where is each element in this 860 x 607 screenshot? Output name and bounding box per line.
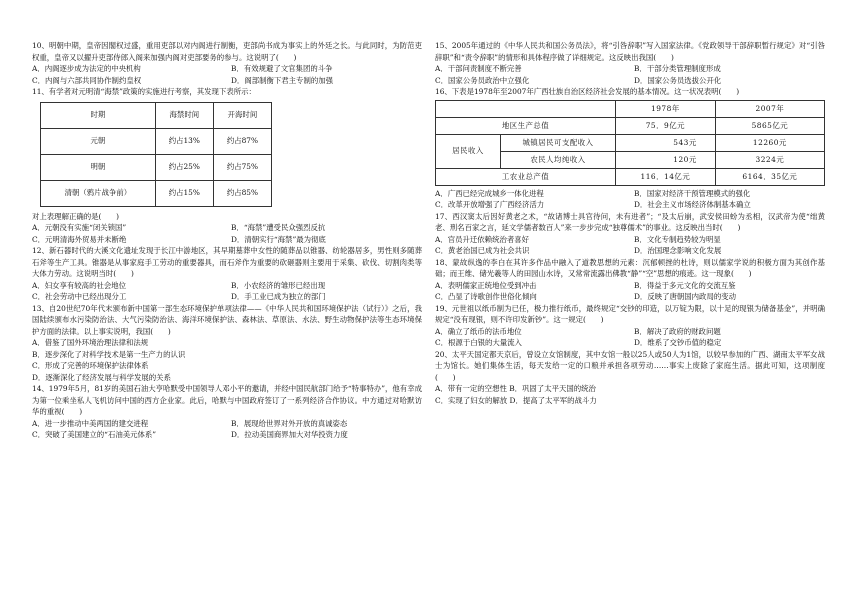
q16-option-b[interactable]: B．国家对经济干预管理模式的强化 [634,188,751,198]
q14-option-d[interactable]: D．拉动美国商界加大对华投资力度 [231,430,348,439]
guangxi-table [435,100,825,186]
q10-option-d[interactable]: D．阁部制衡下君主专制的加强 [231,75,334,85]
q18-option-c[interactable]: C．凸显了诗歌创作世俗化倾向 [435,292,537,301]
q12-option-b[interactable]: B．小农经济的雏形已经出现 [231,280,326,290]
question-12 [32,245,422,303]
table-cell: 约占85% [213,180,271,206]
table-cell: 约占75% [213,154,271,180]
q15-option-c[interactable]: C．国家公务员政治中立强化 [435,75,530,85]
haijin-table [40,102,272,207]
q12-option-d[interactable]: D．手工业已成为独立的部门 [231,292,326,301]
q11-option-c[interactable]: C．元明清海外贸易并未断绝 [32,234,127,244]
table-row [436,100,825,117]
q13-option-d[interactable]: D．逐渐深化了经济发展与科学发展的关系 [32,372,171,382]
table-row [41,180,272,206]
right-column [435,40,825,406]
table-cell: 地区生产总值 [436,117,616,134]
table-cell: 约占87% [213,128,271,154]
table-cell: 12260元 [715,134,824,151]
q20-option-ab[interactable]: A．带有一定的空想性 B．巩固了太平天国的统治 [435,384,596,393]
table-header: 时期 [41,102,156,128]
q16-option-d[interactable]: D．社会主义市场经济体制基本确立 [634,200,751,209]
table-cell: 约占13% [155,128,213,154]
q15-option-d[interactable]: D．国家公务员选拔公开化 [634,75,722,85]
question-11 [32,86,422,245]
question-19-stem: 19、元世祖以纸币制为已任，极力推行纸币，最终规定“交钞的印造，以万锭为限，以十足的现银为储备基金”，并明确规定“没有现银，则不许印发新钞”。这一规定( ) [435,303,825,324]
table-cell: 城镇居民可支配收入 [501,134,616,151]
table-cell: 清朝（鸦片战争前） [41,180,156,206]
q18-option-a[interactable]: A．表明儒家正统地位受到冲击 [435,280,537,290]
question-18 [435,257,825,303]
table-cell: 5865亿元 [715,117,824,134]
q12-option-c[interactable]: C．社会劳动中已经出现分工 [32,292,127,301]
q12-option-a[interactable]: A．妇女享有较高的社会地位 [32,280,127,290]
question-10-stem: 10、明朝中期，皇帝因閣权过盛，重用吏部以对内阁进行制衡，吏部尚书成为事实上的外廷之长。与此同时，为防范吏权重，皇帝又以擢升吏部侍郎入阁来加强内阁对吏部要务的参与。这说明了( ) [32,41,422,62]
q14-option-c[interactable]: C．突破了美国建立的“石油美元体系” [32,430,157,439]
q17-option-b[interactable]: B．文化专制趋势较为明显 [634,234,721,244]
table-cell [436,100,616,117]
question-19 [435,303,825,349]
q10-option-b[interactable]: B．有效规避了文官集团的斗争 [231,64,333,73]
q19-option-b[interactable]: B．解决了政府的财政问题 [634,326,721,336]
question-14 [32,383,422,441]
q14-option-a[interactable]: A．进一步推动中美两国的建交进程 [32,418,149,428]
question-10 [32,40,422,86]
table-row [436,168,825,185]
question-15-stem: 15、2005年通过的《中华人民共和国公务员法》，将“引咎辞职”写入国家法律。《党政领导干部辞职暂行规定》对“引咎辞职”和“责令辞职”的情形和具体程序做了详细规定。这反映出我国( ) [435,41,825,62]
table-row [41,154,272,180]
question-17 [435,211,825,257]
table-cell: 工农业总产值 [436,168,616,185]
table-cell: 农民人均纯收入 [501,151,616,168]
table-cell: 6164．35亿元 [715,168,824,185]
left-column [32,40,422,441]
table-row [436,134,825,151]
q16-option-c[interactable]: C．改革开放增强了广西经济活力 [435,200,545,209]
q13-option-a[interactable]: A．借鉴了国外环境治理法律和法规 [32,338,149,347]
question-14-stem: 14、1979年5月，81岁的美国石油大亨哈默受中国领导人邓小平的邀请，并经中国民航部门给予“特事特办”，他有幸成为第一位乘坐私人飞机访问中国的西方企业家。此后，哈默与中国政府签订了一系列经济合作协议。中方通过对哈默访华的重视( ) [32,384,422,416]
table-header: 海禁时间 [155,102,213,128]
table-header: 1978年 [616,100,716,117]
q17-option-c[interactable]: C．黄老治国已成为社会共识 [435,246,530,255]
q17-option-a[interactable]: A．官员升迁依赖统治者喜好 [435,234,530,244]
q19-option-c[interactable]: C．根源于白银的大量流入 [435,338,522,347]
q15-option-b[interactable]: B．干部分类管理制度形成 [634,64,721,73]
question-16-stem: 16、下表是1978年至2007年广西壮族自治区经济社会发展的基本情况。这一状况表明( ) [435,87,740,96]
table-cell: 元朝 [41,128,156,154]
table-cell: 116．14亿元 [616,168,716,185]
question-11-stem: 11、有学者对元明清“海禁”政策的实施进行考察，其发现下表所示： [32,87,256,96]
question-11-after: 对上表理解正确的是( ) [32,211,120,221]
q13-option-c[interactable]: C．形成了完善的环境保护法律体系 [32,361,149,370]
q11-option-d[interactable]: D．清朝实行“海禁”最为彻底 [231,234,326,244]
q17-option-d[interactable]: D．治国理念影响文化发展 [634,246,722,255]
q16-option-a[interactable]: A．广西已经完成城乡一体化进程 [435,188,544,198]
question-12-stem: 12、新石器时代的大溪文化遗址发现于长江中游地区，其早期墓葬中女性的随葬品以锥器、纺轮器居多，男性则多随葬石斧等生产工具。锥器是从事家庭手工劳动的重要器具，而石斧作为重要的砍砸器则主要用于采集、砍伐、切割肉类等大体力劳动。这说明当时( ) [32,246,422,278]
q20-option-cd[interactable]: C．实现了妇女的解放 D．提高了太平军的战斗力 [435,395,597,405]
question-18-stem: 18、蒙故纵逸的李白在其许多作品中融入了道教思想的元素：沉郁顿挫的杜诗，则以儒家学说的积极方面为其创作基础；而王维、储光羲等人的田园山水诗，又常常流露出佛教“静”“空”思想的痕迹。这一现象( ) [435,257,825,278]
table-header: 开海时间 [213,102,271,128]
q10-option-a[interactable]: A．内阁逐步成为法定的中央机构 [32,64,141,73]
table-row [436,117,825,134]
question-20 [435,349,825,407]
table-cell: 明朝 [41,154,156,180]
question-13 [32,303,422,384]
q11-option-b[interactable]: B．“海禁”遭受民众强烈反抗 [231,223,326,232]
question-13-stem: 13、自20世纪70年代末颁布新中国第一部生态环境保护单项法律——《中华人民共和国环境保护法（试行）》之后，我国陆续颁布水污染防治法、大气污染防治法、海洋环境保护法、森林法、草原法、水法、野生动物保护法等生态环境保护方面的法律。以上事实说明，我国( ) [32,303,422,336]
q18-option-d[interactable]: D．反映了唐朝国内政局的变动 [634,292,737,301]
q19-option-a[interactable]: A．确立了纸币的法币地位 [435,326,522,336]
table-cell: 约占15% [155,180,213,206]
table-cell: 543元 [616,134,716,151]
q18-option-b[interactable]: B．得益于多元文化的交流互鉴 [634,280,736,290]
table-row [41,128,272,154]
question-16 [435,86,825,211]
table-cell: 居民收入 [436,134,501,168]
table-cell: 3224元 [715,151,824,168]
table-header: 2007年 [715,100,824,117]
q19-option-d[interactable]: D．维系了交钞币值的稳定 [634,338,722,347]
q15-option-a[interactable]: A．干部问责制度不断完善 [435,64,522,73]
table-cell: 120元 [616,151,716,168]
table-cell: 75．9亿元 [616,117,716,134]
question-15 [435,40,825,86]
question-20-stem: 20、太平天国定都天京后，曾设立女馆制度，其中女馆一般以25人或50人为1馆，以较早参加的广西、湖南太平军女战士为馆长。她们集体生活，每天发给一定的口粮并承担各项劳动……事实上废除了家庭生活。据此可知，这项制度( ) [435,349,825,382]
q11-option-a[interactable]: A．元朝没有实施“闭关锁国” [32,223,127,232]
question-17-stem: 17、西汉窦太后因好黄老之术，“故诸博士具官待问，未有进者”；“及太后崩，武安侯田蚡为丞相，汉武帝为使“绌黄老、刑名百家之言，延文学儒者数百人”来一步步完成“独尊儒术”的事业。这反映出当时( ) [435,211,825,232]
q13-option-b[interactable]: B．逐步深化了对科学技术是第一生产力的认识 [32,349,186,359]
q10-option-c[interactable]: C．内阁与六部共同协作制约皇权 [32,75,142,85]
q14-option-b[interactable]: B．展现给世界对外开放的真诚姿态 [231,418,348,428]
table-cell: 约占25% [155,154,213,180]
